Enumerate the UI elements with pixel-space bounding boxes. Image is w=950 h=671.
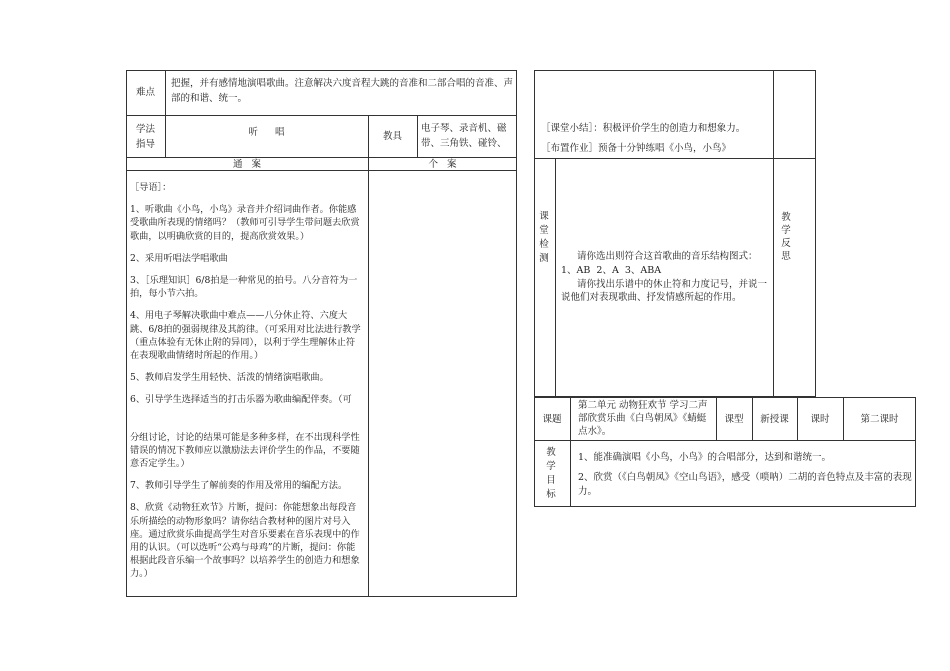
lesson-step: 1、听歌曲《小鸟，小鸟》录音并介绍词曲作者。你能感受歌曲所表现的情绪吗？（教师可引导学生带问题去欣赏歌曲，以明确欣赏的目的，提高欣赏效果。）: [130, 204, 360, 242]
difficulty-label: 难点: [135, 87, 155, 98]
check-options: 1、AB 2、A 3、ABA: [561, 265, 662, 276]
check-question-2: 请你找出乐谱中的休止符和力度记号，并说一说他们对表现歌曲、抒发情感所起的作用。: [561, 279, 768, 303]
right-col-line: [570, 397, 571, 507]
homework-text: ［布置作业］预备十分钟练唱《小鸟，小鸟》: [541, 143, 732, 154]
personal-plan-header: 个 案: [428, 159, 457, 170]
topic-label: 课题: [542, 414, 562, 425]
tools-value: 电子琴、录音机、磁带、三角铁、碰铃、: [421, 123, 507, 149]
lesson-step: 7、教师引导学生了解前奏的作用及常用的编配方法。: [130, 480, 348, 492]
reflect-label: 教学反思: [781, 212, 791, 262]
tools-label: 教具: [382, 131, 402, 142]
right-col-line: [773, 70, 774, 397]
study-value: 听 唱: [248, 127, 285, 138]
summary-text: ［课堂小结］：积极评价学生的创造力和想象力。: [541, 123, 746, 134]
check-question-1: 请你选出则符合这首歌曲的音乐结构图式：: [577, 251, 758, 262]
right-col-line: [555, 158, 556, 397]
hours-value: 第二课时: [860, 414, 899, 425]
lesson-step: 分组讨论，讨论的结果可能是多种多样，在不出现科学性错误的情况下教师应以激励法去评价学生的作品，不要随意否定学生。）: [130, 431, 360, 470]
type-value: 新授课: [760, 414, 789, 425]
lesson-step: ［导语］：: [130, 182, 172, 193]
left-col-line: [417, 115, 418, 157]
right-row-line: [534, 440, 916, 441]
topic-value: 第二单元 动物狂欢节 学习二声部欣赏乐曲《白鸟朝凤》《蜻蜓点水》。: [578, 400, 708, 437]
lesson-steps: [130, 181, 362, 590]
lesson-step: 5、教师启发学生用轻快、活泼的情绪演唱歌曲。: [130, 372, 329, 384]
difficulty-text: 把握，并有感情地演唱歌曲。注意解决六度音程大跳的音准和二部合唱的音准、声部的和谐、统一。: [171, 78, 514, 104]
type-label: 课型: [724, 414, 744, 425]
lesson-step: 4、用电子琴解决歌曲中难点——八分休止符、六度大跳、6/8拍的强弱规律及其韵律。（可采用对比法进行教学（重点体验有无休止附的异同），以利于学生理解休止符在表现歌曲情绪时所起的作用。）: [130, 310, 361, 362]
check-label: 课堂检测: [539, 211, 549, 264]
lesson-step: 8、欣赏《动物狂欢节》片断，提问：你能想象出每段音乐所描绘的动物形象吗？请你结合教材种的图片对号入座。通过欣赏乐曲提高学生对音乐要素在音乐表现中的作用的认识。（可以选听“公鸡与母鸡”的片断，提问：你能根据此段音乐编一个故事吗？以培养学生的创造力和想象力。）: [130, 502, 360, 580]
left-col-line: [165, 70, 166, 157]
study-label-2: 指导: [135, 139, 155, 150]
left-row-line: [126, 115, 517, 116]
goal-1: 1、能准确演唱《小鸟，小鸟》的合唱部分，达到和谐统一。: [578, 452, 832, 463]
left-col-line: [368, 115, 369, 597]
lesson-step: 2、采用听唱法学唱歌曲: [130, 252, 228, 264]
common-plan-header: 通 案: [232, 159, 262, 170]
lesson-step: 3、［乐理知识］6/8拍是一种常见的拍号。八分音符为一拍，每小节六拍。: [130, 275, 358, 300]
lesson-step: 6、引导学生选择适当的打击乐器为歌曲编配伴奏。（可: [130, 394, 352, 406]
goal-2: 2、欣赏（《白鸟朝凤》《空山鸟语》，感受（唢呐）二胡的音色特点及丰富的表现力。: [578, 472, 912, 497]
goal-label: 教学目标: [546, 447, 556, 500]
hours-label: 课时: [810, 414, 830, 425]
study-label-1: 学法: [135, 124, 155, 135]
